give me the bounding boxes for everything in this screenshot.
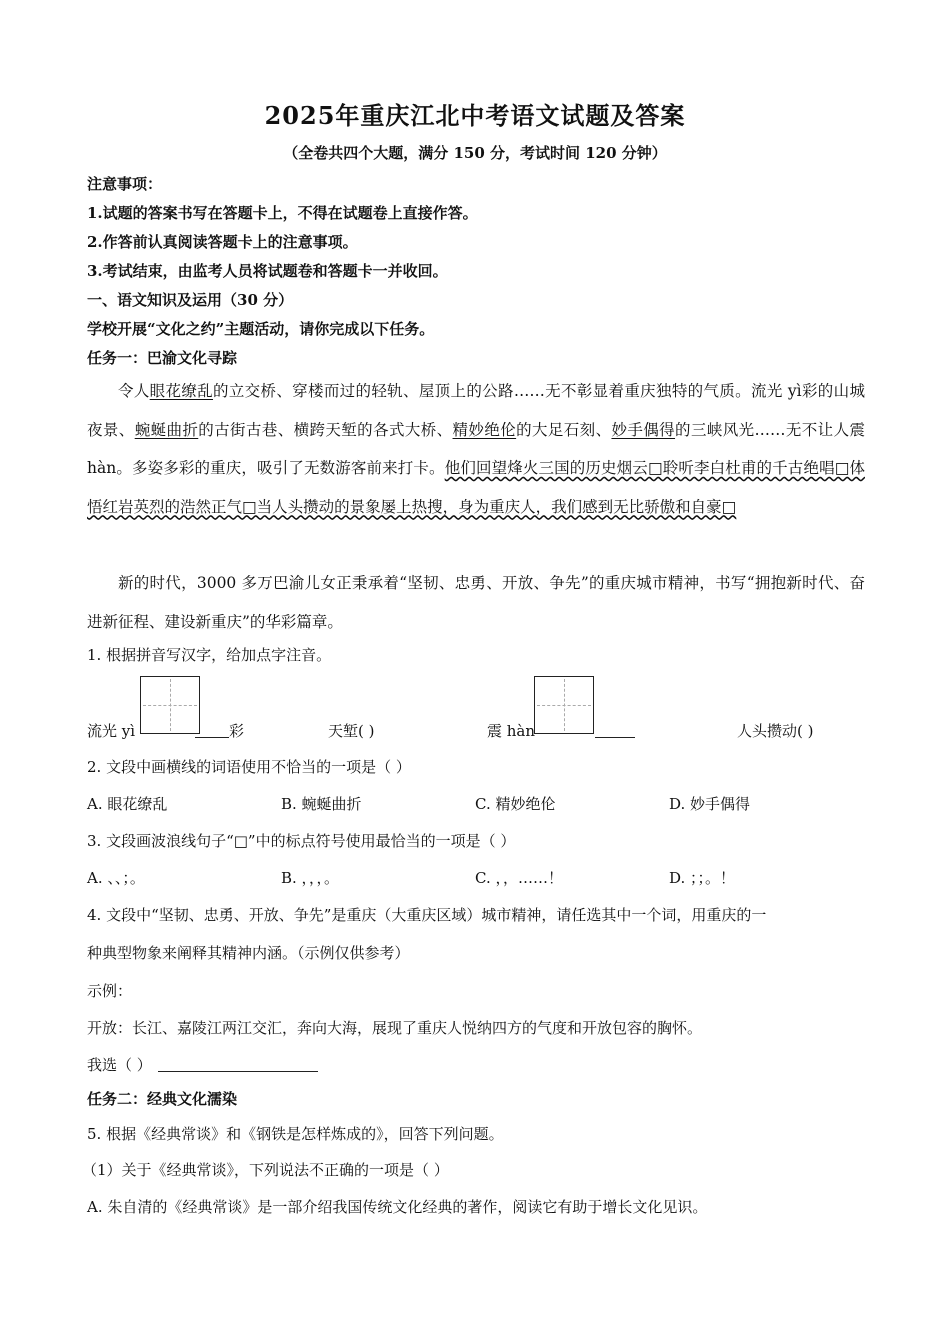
passage-text: 的三峡风光……无不让人震 hàn。多姿多彩的重庆，吸引了无数游客前来打卡。 (87, 420, 865, 477)
q1-item-a-text: 流光 yì (87, 722, 136, 740)
q1-item-b: 天堑( ) (328, 722, 375, 740)
question-2-stem: 2. 文段中画横线的词语使用不恰当的一项是（ ） (87, 758, 411, 776)
page-title: 2025年重庆江北中考语文试题及答案 (264, 101, 686, 130)
underlined-word: 精妙绝伦 (452, 420, 517, 439)
underlined-word: 妙手偶得 (611, 420, 676, 439)
question-3-stem: 3. 文段画波浪线句子“□”中的标点符号使用最恰当的一项是（ ） (87, 832, 516, 850)
q3-option-d[interactable]: D. ；；。！ (669, 869, 736, 887)
passage-text: 的古街古巷、横跨天堑的各式大桥、 (198, 420, 453, 439)
notice-item: 1.试题的答案书写在答题卡上，不得在试题卷上直接作答。 (87, 204, 478, 222)
example-text: 开放：长江、嘉陵江两江交汇，奔向大海，展现了重庆人悦纳四方的气度和开放包容的胸怀。 (87, 1019, 703, 1037)
notice-item: 2.作答前认真阅读答题卡上的注意事项。 (87, 233, 358, 251)
answer-choice-line (87, 1054, 318, 1075)
passage-text: 的大足石刻、 (516, 420, 612, 439)
q1-item-c-text: 震 hàn (487, 722, 536, 740)
answer-blank[interactable] (158, 1057, 318, 1072)
wavy-underlined-sentence: 他们回望烽火三国的历史烟云□聆听李白杜甫的千古绝唱□体悟红岩英烈的浩然正气□当人头攒动的景象屡上热搜，身为重庆人，我们感到无比骄傲和自豪□ (87, 459, 865, 516)
notice-heading: 注意事项： (87, 175, 163, 193)
passage-paragraph-1 (87, 372, 865, 526)
answer-choice-label: 我选（ ） (87, 1056, 152, 1074)
passage-text: 令人 (118, 382, 150, 400)
q1-item-a-suffix: 彩 (229, 722, 245, 740)
question-5-sub1: （1）关于《经典常谈》，下列说法不正确的一项是（ ） (82, 1161, 449, 1179)
q3-option-a[interactable]: A. 、、；。 (87, 869, 145, 887)
task1-heading: 任务一：巴渝文化寻踪 (87, 349, 238, 367)
passage-text: 的立交桥、穿楼而过的轻轨、屋顶上的公路……无不彰显着重庆独特的气质。流光 yì彩的山城夜景、 (87, 382, 865, 439)
q5-option-a[interactable]: A. 朱自清的《经典常谈》是一部介绍我国传统文化经典的著作，阅读它有助于增长文化见识。 (87, 1198, 708, 1216)
question-5-stem: 5. 根据《经典常谈》和《钢铁是怎样炼成的》，回答下列问题。 (87, 1125, 504, 1143)
notice-item: 3.考试结束，由监考人员将试题卷和答题卡一并收回。 (87, 262, 448, 280)
page-subtitle: （全卷共四个大题，满分 150 分，考试时间 120 分钟） (283, 144, 667, 162)
underlined-word: 蜿蜒曲折 (134, 420, 199, 439)
underlined-word: 眼花缭乱 (149, 382, 214, 400)
q2-option-a[interactable]: A. 眼花缭乱 (87, 795, 168, 813)
q1-item-d: 人头攒动( ) (737, 722, 814, 740)
q2-option-d[interactable]: D. 妙手偶得 (669, 795, 751, 813)
q3-option-b[interactable]: B. ，，，。 (281, 869, 340, 887)
q1-item-c (487, 720, 635, 741)
answer-blank[interactable] (195, 723, 229, 738)
q1-item-a (87, 720, 244, 741)
answer-blank[interactable] (595, 723, 635, 738)
q3-option-c[interactable]: C. ，，……！ (475, 869, 563, 887)
task2-heading: 任务二：经典文化濡染 (87, 1090, 238, 1108)
section-heading: 一、语文知识及运用（30 分） (87, 291, 294, 309)
example-label: 示例： (87, 982, 133, 1000)
question-4-stem-cont: 种典型物象来阐释其精神内涵。（示例仅供参考） (87, 944, 410, 962)
q2-option-b[interactable]: B. 蜿蜒曲折 (281, 795, 362, 813)
q2-option-c[interactable]: C. 精妙绝伦 (475, 795, 556, 813)
passage-paragraph-2: 新的时代，3000 多万巴渝儿女正秉承着“坚韧、忠勇、开放、争先”的重庆城市精神，书写“拥抱新时代、奋进新征程、建设新重庆”的华彩篇章。 (87, 574, 865, 631)
section-intro: 学校开展“文化之约”主题活动，请你完成以下任务。 (87, 320, 435, 338)
question-4-stem: 4. 文段中“坚韧、忠勇、开放、争先”是重庆（大重庆区域）城市精神，请任选其中一个词，用重庆的一 (87, 906, 767, 924)
question-1-stem: 1. 根据拼音写汉字，给加点字注音。 (87, 646, 332, 664)
